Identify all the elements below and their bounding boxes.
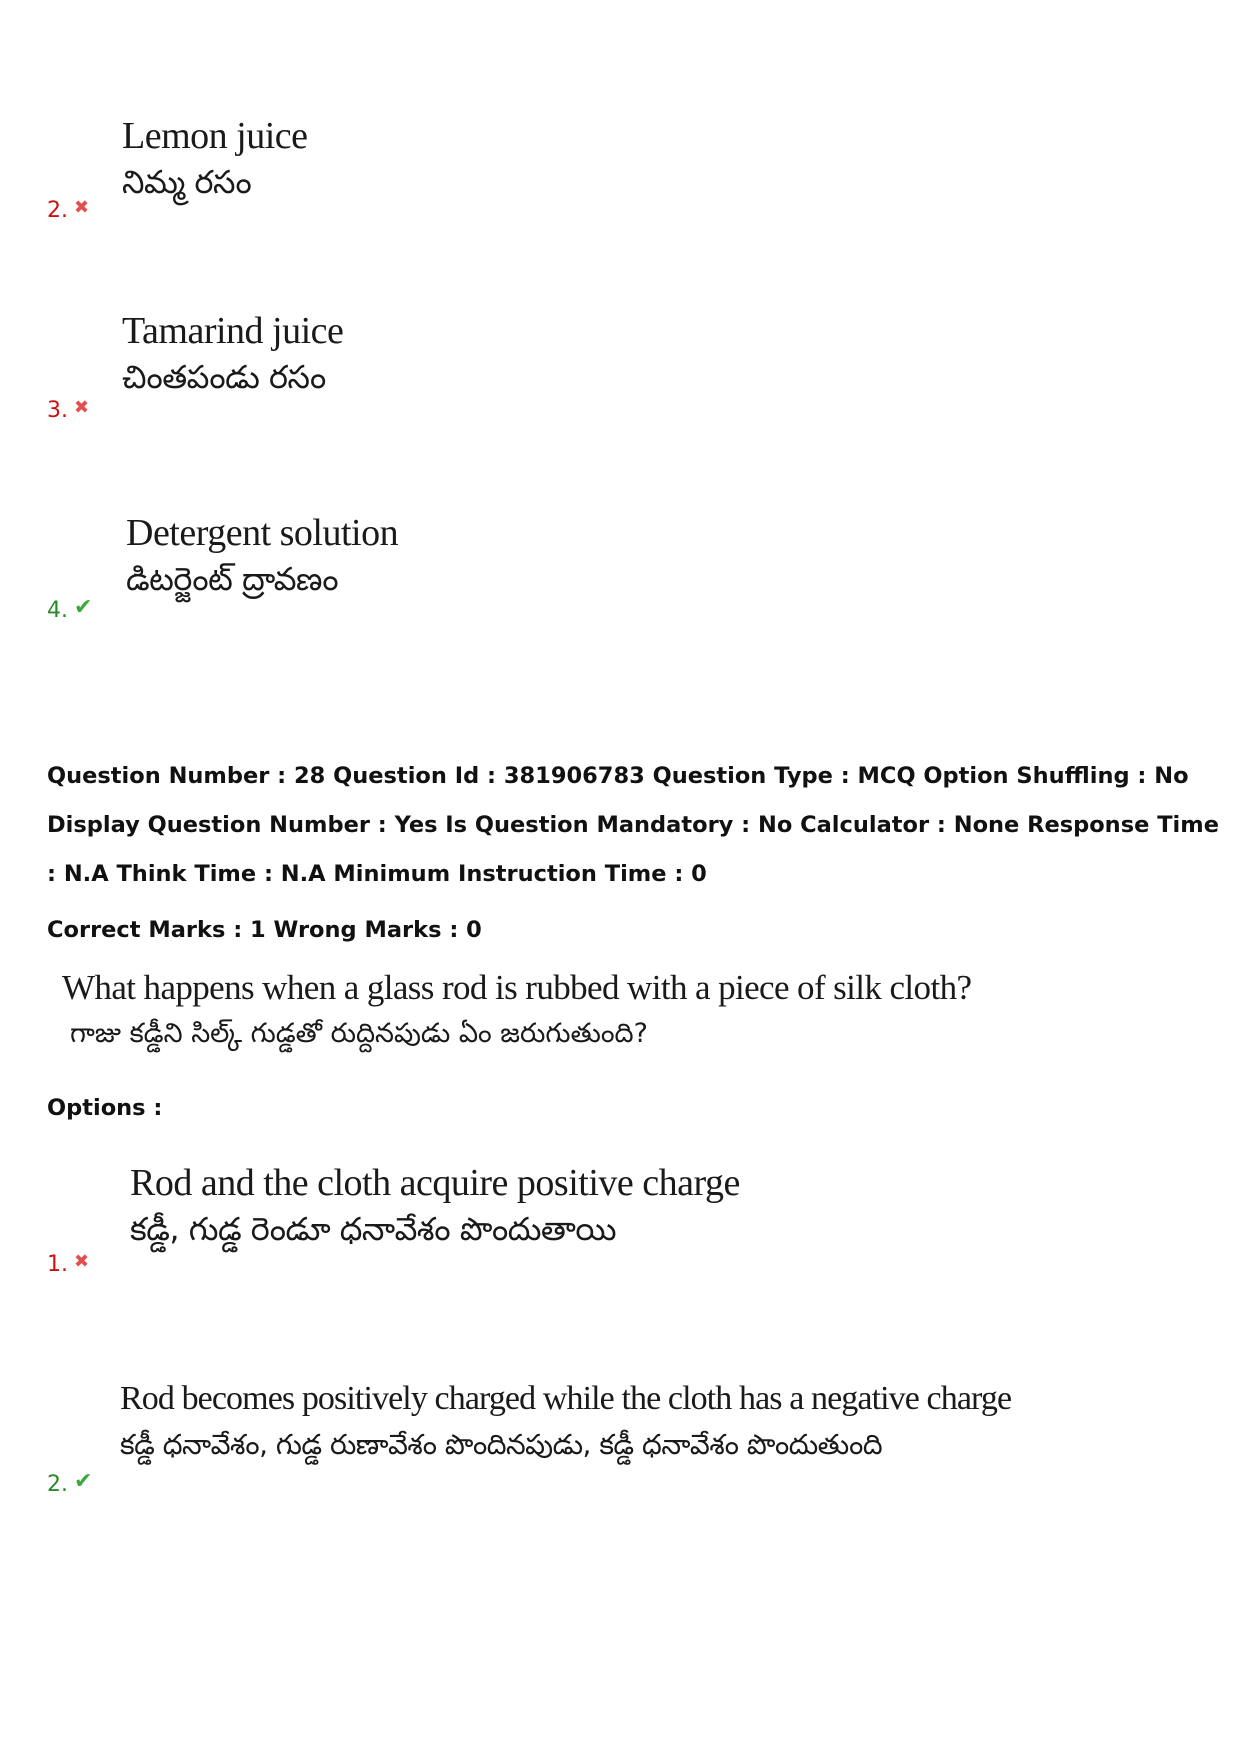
option-number: 1. ✖: [47, 1251, 90, 1277]
option-text-te: కడ్డీ ధనావేశం, గుడ్డ రుణావేశం పొందినపుడు, కడ్డీ ధనావేశం పొందుతుంది: [120, 1428, 883, 1461]
option-image: [130, 1160, 740, 1252]
option-image: [122, 113, 307, 205]
question-meta: [47, 752, 1219, 899]
option-image: [126, 510, 398, 602]
meta-line: : N.A Think Time : N.A Minimum Instruction Time : 0: [47, 861, 707, 887]
check-icon: ✔: [74, 1469, 93, 1494]
check-icon: ✔: [74, 595, 93, 620]
option-text-te: కడ్డీ, గుడ్డ రెండూ ధనావేశం పొందుతాయి: [130, 1210, 617, 1248]
question-text-en: What happens when a glass rod is rubbed with a piece of silk cloth?: [62, 968, 972, 1007]
option-number: 4. ✔: [47, 595, 93, 623]
option-text-te: డిటర్జెంట్ ద్రావణం: [126, 560, 339, 598]
option-image: [122, 308, 343, 400]
option-number: 2. ✖: [47, 197, 90, 223]
wrong-icon: ✖: [74, 197, 90, 218]
option-text-te: నిమ్మ రసం: [122, 163, 252, 201]
option-text-en: Lemon juice: [122, 115, 308, 157]
option-number: 2. ✔: [47, 1469, 93, 1497]
question-image: [62, 965, 971, 1057]
wrong-icon: ✖: [74, 1251, 90, 1272]
marks-line: Correct Marks : 1 Wrong Marks : 0: [47, 917, 482, 943]
option-text-en: Tamarind juice: [122, 310, 344, 352]
option-image: [120, 1376, 1011, 1468]
option-text-en: Detergent solution: [126, 512, 399, 554]
option-text-en: Rod becomes positively charged while the cloth has a negative charge: [120, 1380, 1012, 1417]
meta-line: Question Number : 28 Question Id : 381906783 Question Type : MCQ Option Shuffling : No: [47, 763, 1189, 789]
wrong-icon: ✖: [74, 397, 90, 418]
option-text-te: చింతపండు రసం: [122, 358, 326, 396]
meta-line: Display Question Number : Yes Is Question Mandatory : No Calculator : None Response Time: [47, 812, 1219, 838]
question-text-te: గాజు కడ్డీని సిల్క్ గుడ్డతో రుద్దినపుడు ఏం జరుగుతుంది?: [70, 1018, 648, 1049]
option-text-en: Rod and the cloth acquire positive charge: [130, 1162, 740, 1204]
option-number: 3. ✖: [47, 397, 90, 423]
options-label: Options :: [47, 1095, 163, 1121]
